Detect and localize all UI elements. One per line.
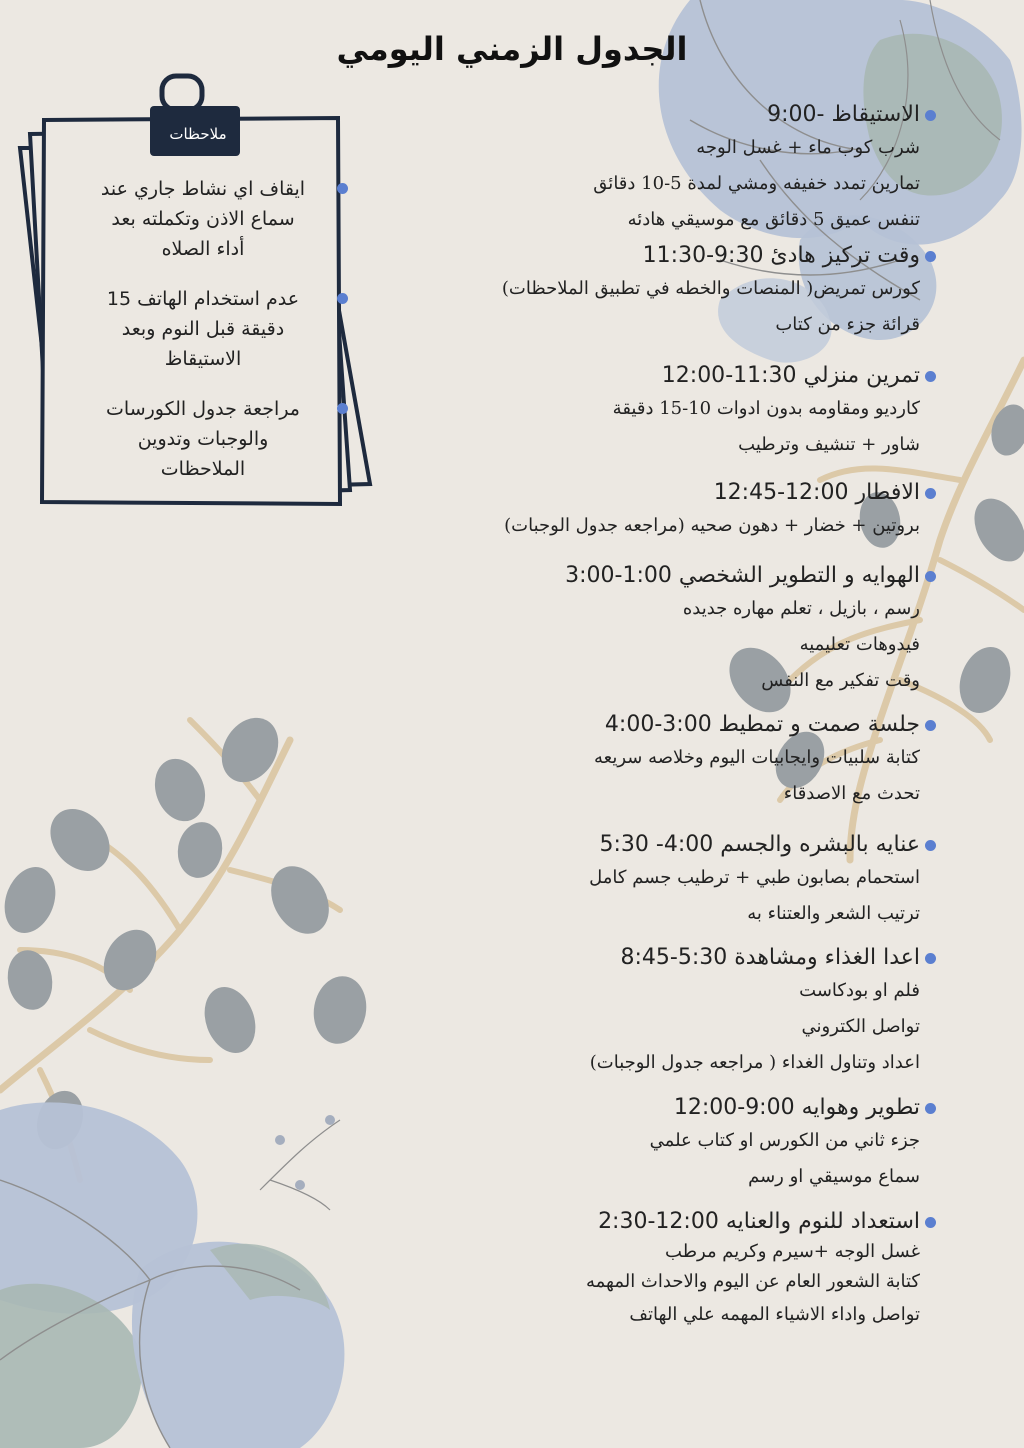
schedule-section xyxy=(410,478,920,544)
schedule-item: استحمام بصابون طبي + ترطيب جسم كامل xyxy=(589,867,920,888)
section-heading-text: جلسة صمت و تمطيط 3:00-4:00 xyxy=(604,712,920,737)
note-line: سماع الاذن وتكملته بعد xyxy=(111,208,295,230)
note-line: أداء الصلاه xyxy=(161,238,245,260)
schedule-list xyxy=(420,0,920,1448)
schedule-item: تنفس عميق 5 دقائق مع موسيقي هادئه xyxy=(627,209,920,230)
section-heading-text: عنايه بالبشره والجسم 4:00- 5:30 xyxy=(599,832,920,857)
schedule-item: شرب كوب ماء + غسل الوجه xyxy=(696,137,920,158)
schedule-item: تحدث مع الاصدقاء xyxy=(783,783,920,804)
schedule-section xyxy=(410,943,920,1081)
schedule-item: تواصل الكتروني xyxy=(801,1016,920,1037)
section-heading xyxy=(410,1093,920,1123)
note-item xyxy=(72,394,334,484)
schedule-section xyxy=(410,241,920,343)
section-heading xyxy=(410,710,920,740)
schedule-item: كتابة الشعور العام عن اليوم والاحداث المهمه xyxy=(585,1271,920,1292)
bullet-icon xyxy=(925,251,936,262)
note-line: عدم استخدام الهاتف 15 xyxy=(106,288,300,310)
bullet-icon xyxy=(337,183,348,194)
section-heading xyxy=(410,361,920,391)
bullet-icon xyxy=(925,720,936,731)
section-heading xyxy=(410,478,920,508)
section-heading-text: الافطار 12:00-12:45 xyxy=(713,480,920,505)
note-line: الملاحظات xyxy=(160,458,246,480)
bullet-icon xyxy=(925,953,936,964)
bullet-icon xyxy=(337,293,348,304)
bottom-left-flower xyxy=(0,1102,344,1448)
schedule-item: غسل الوجه +سيرم وكريم مرطب xyxy=(665,1241,920,1262)
bullet-icon xyxy=(925,110,936,121)
schedule-item: جزء ثاني من الكورس او كتاب علمي xyxy=(649,1130,920,1151)
schedule-section xyxy=(410,830,920,932)
schedule-item: فيدوهات تعليميه xyxy=(799,634,920,655)
section-heading xyxy=(410,241,920,271)
bullet-icon xyxy=(925,1103,936,1114)
schedule-section xyxy=(410,561,920,699)
bullet-icon xyxy=(337,403,348,414)
bullet-icon xyxy=(925,1217,936,1228)
schedule-item: كورس تمريض( المنصات والخطه في تطبيق الملاحظات) xyxy=(501,278,920,299)
schedule-section xyxy=(410,1207,920,1333)
bullet-icon xyxy=(925,488,936,499)
section-heading-text: تطوير وهوايه 9:00-12:00 xyxy=(673,1095,920,1120)
section-heading-text: تمرين منزلي 11:30-12:00 xyxy=(661,363,920,388)
notes-list xyxy=(72,174,334,504)
section-heading-text: وقت تركيز هادئ 9:30-11:30 xyxy=(642,243,920,268)
section-heading-text: اعدا الغذاء ومشاهدة 5:30-8:45 xyxy=(620,945,920,970)
schedule-item: رسم ، بازيل ، تعلم مهاره جديده xyxy=(682,598,920,619)
schedule-item: اعداد وتناول الغداء ( مراجعه جدول الوجبات) xyxy=(589,1052,920,1073)
note-item xyxy=(72,284,334,374)
note-line: الاستيقاظ xyxy=(164,348,242,370)
schedule-section xyxy=(410,1093,920,1195)
notes-card xyxy=(10,70,380,520)
schedule-item: قرائة جزء من كتاب xyxy=(775,314,920,335)
schedule-section xyxy=(410,361,920,463)
bullet-icon xyxy=(925,571,936,582)
schedule-item: فلم او بودكاست xyxy=(799,980,920,1001)
notes-label: ملاحظات xyxy=(169,125,227,143)
section-heading-text: استعداد للنوم والعنايه 12:00-2:30 xyxy=(598,1209,920,1234)
note-line: دقيقة قبل النوم وبعد xyxy=(121,318,285,340)
schedule-item: تواصل واداء الاشياء المهمه علي الهاتف xyxy=(629,1304,920,1325)
schedule-item: بروتين + خضار + دهون صحيه (مراجعه جدول الوجبات) xyxy=(504,515,920,536)
note-item xyxy=(72,174,334,264)
section-heading xyxy=(410,1207,920,1237)
page-title: الجدول الزمني اليومي xyxy=(336,30,688,68)
note-line: والوجبات وتدوين xyxy=(137,428,269,450)
section-heading xyxy=(410,830,920,860)
bullet-icon xyxy=(925,840,936,851)
note-line: ايقاف اي نشاط جاري عند xyxy=(100,178,306,200)
schedule-item: ترتيب الشعر والعتناء به xyxy=(747,903,920,924)
section-heading-text: الاستيقاظ -9:00 xyxy=(767,102,920,127)
bullet-icon xyxy=(925,371,936,382)
schedule-section xyxy=(410,710,920,812)
schedule-item: كتابة سلبيات وايجابيات اليوم وخلاصه سريعه xyxy=(594,747,920,768)
schedule-item: شاور + تنشيف وترطيب xyxy=(738,434,920,455)
section-heading xyxy=(410,561,920,591)
schedule-item: كارديو ومقاومه بدون ادوات 10-15 دقيقة xyxy=(612,398,920,419)
schedule-section xyxy=(410,100,920,238)
section-heading xyxy=(410,943,920,973)
section-heading-text: الهوايه و التطوير الشخصي 1:00-3:00 xyxy=(565,563,920,588)
schedule-item: وقت تفكير مع النفس xyxy=(761,670,920,691)
section-heading xyxy=(410,100,920,130)
note-line: مراجعة جدول الكورسات xyxy=(106,398,300,420)
schedule-item: تمارين تمدد خفيفه ومشي لمدة 5-10 دقائق xyxy=(593,173,920,194)
schedule-item: سماع موسيقي او رسم xyxy=(748,1166,920,1187)
